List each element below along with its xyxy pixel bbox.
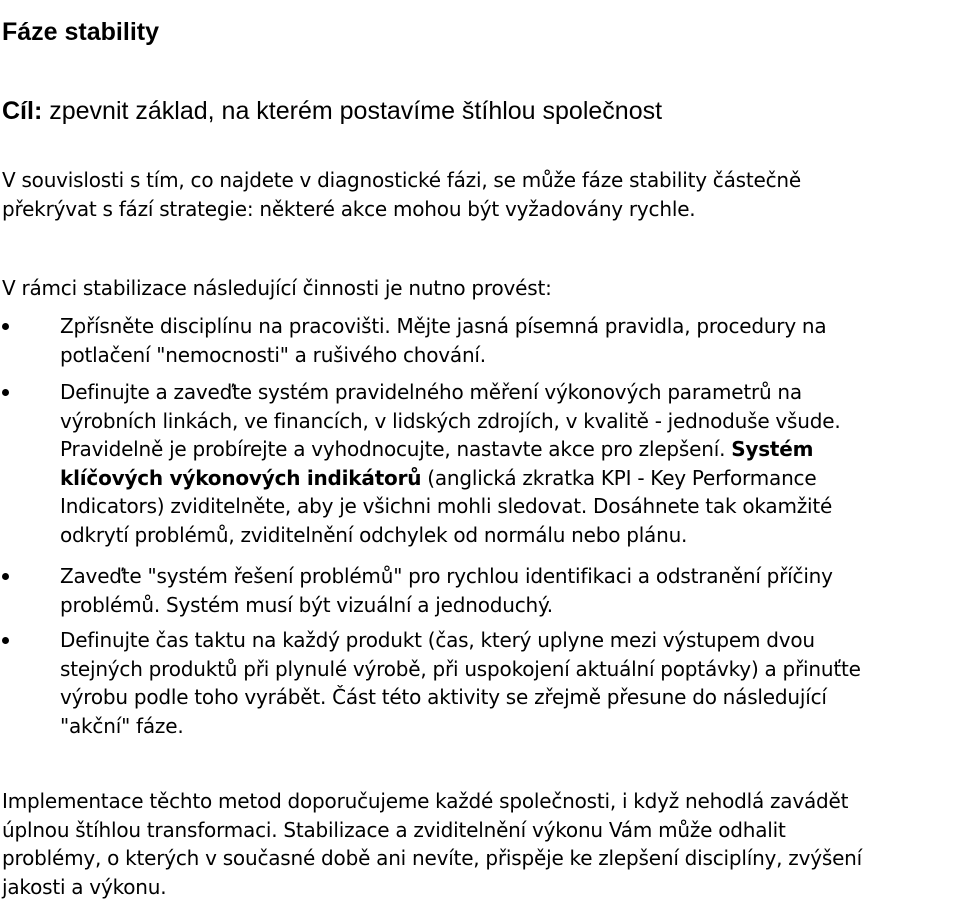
list-item-line: výrobu podle toho vyrábět. Část této aktivity se zřejmě přesune do následující (60, 685, 827, 709)
list-item-text-run: Pravidelně je probírejte a vyhodnocujte, nastavte akce pro zlepšení. (60, 437, 732, 461)
list-item-line: potlačení "nemocnosti" a rušivého chování. (60, 342, 486, 367)
list-item-line: Indicators) zviditelněte, aby je všichni mohli sledovat. Dosáhnete tak okamžité (60, 494, 833, 518)
lead-paragraph (2, 274, 958, 303)
list-item-line: odkrytí problémů, zviditelnění odchylek od normálu nebo plánu. (60, 522, 688, 547)
list-item-line (60, 464, 960, 493)
list-item-text (60, 378, 960, 549)
kpi-emphasis: Systém (731, 437, 814, 461)
list-item-line: Definujte čas taktu na každý produkt (čas, který uplyne mezi výstupem dvou (60, 628, 815, 652)
bullet-icon (2, 323, 9, 330)
list-item-text (60, 562, 960, 619)
list-item-line: stejných produktů při plynulé výrobě, při uspokojení aktuální poptávky) a přinuťte (60, 656, 861, 681)
page-title: Fáze stability (2, 17, 159, 46)
lead-text: V rámci stabilizace následující činnosti je nutno provést: (2, 276, 552, 300)
list-item-line: výrobních linkách, ve financích, v lidských zdrojích, v kvalitě - jednoduše všude. (60, 408, 841, 433)
closing-line: jakosti a výkonu. (2, 874, 167, 899)
list-item-line: "akční" fáze. (60, 713, 184, 738)
bullet-icon (2, 389, 9, 396)
list-item-text-run: (anglická zkratka KPI - Key Performance (421, 465, 817, 490)
list-item-line: problémů. Systém musí být vizuální a jednoduchý. (60, 592, 553, 617)
list-item-line: Definujte a zaveďte systém pravidelného měření výkonových parametrů na (60, 380, 802, 404)
list-item-line (60, 435, 960, 464)
goal-text: zpevnit základ, na kterém postavíme štíhlou společnost (42, 97, 663, 125)
list-item-text (60, 312, 960, 369)
kpi-emphasis: klíčových výkonových indikátorů (60, 465, 422, 490)
intro-paragraph (2, 166, 958, 223)
bullet-icon (2, 637, 9, 644)
intro-line: V souvislosti s tím, co najdete v diagnostické fázi, se může fáze stability částečně (2, 168, 801, 192)
closing-line: Implementace těchto metod doporučujeme každé společnosti, i když nehodlá zavádět (2, 789, 849, 813)
list-item-line: Zpřísněte disciplínu na pracovišti. Mějte jasná písemná pravidla, procedury na (60, 314, 827, 338)
intro-line: překrývat s fází strategie: některé akce mohou být vyžadovány rychle. (2, 196, 696, 221)
closing-line: úplnou štíhlou transformaci. Stabilizace a zviditelnění výkonu Vám může odhalit (2, 817, 786, 842)
goal-label: Cíl: (2, 97, 43, 125)
goal-statement (2, 96, 662, 126)
list-item-line: Zaveďte "systém řešení problémů" pro rychlou identifikaci a odstranění příčiny (60, 564, 833, 588)
closing-paragraph (2, 787, 958, 901)
bullet-icon (2, 573, 9, 580)
closing-line: problémy, o kterých v současné době ani nevíte, přispěje ke zlepšení disciplíny, zvýšení (2, 846, 863, 870)
list-item-text (60, 626, 960, 740)
